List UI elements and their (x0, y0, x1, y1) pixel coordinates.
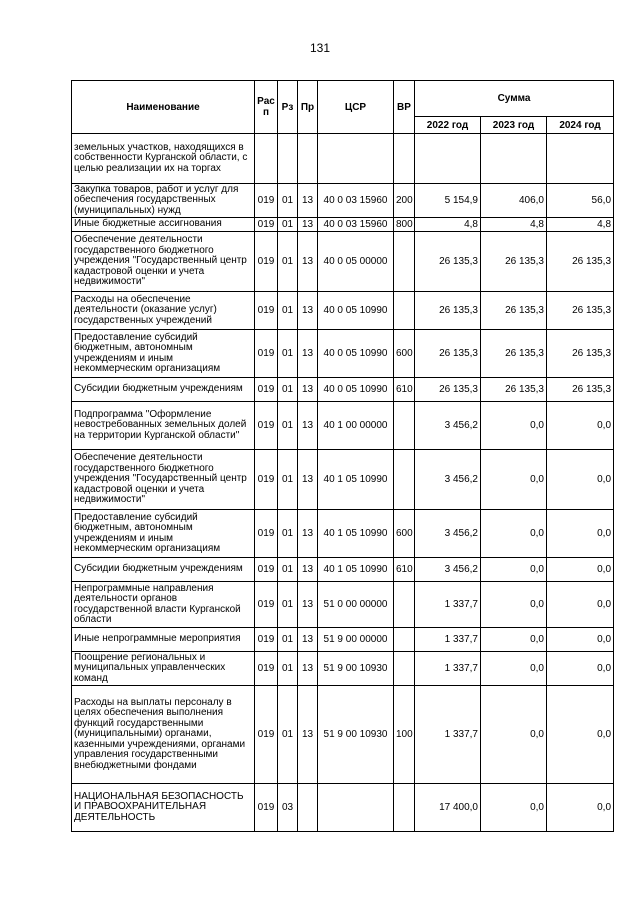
row-2023: 4,8 (481, 218, 547, 232)
page-number: 131 (309, 41, 331, 55)
row-2022: 26 135,3 (415, 330, 481, 378)
row-csr: 40 0 05 10990 (318, 378, 394, 402)
row-csr: 40 1 00 00000 (318, 402, 394, 450)
row-2023: 406,0 (481, 184, 547, 218)
row-2024: 0,0 (547, 686, 614, 784)
row-vr (394, 402, 415, 450)
table-row (72, 134, 614, 184)
row-pr: 13 (298, 582, 318, 628)
row-vr (394, 134, 415, 184)
row-2022: 3 456,2 (415, 450, 481, 510)
header-pr: Пр (298, 81, 318, 134)
row-2024: 0,0 (547, 450, 614, 510)
row-rz: 01 (278, 184, 298, 218)
row-ras: 019 (255, 628, 278, 652)
row-2023: 0,0 (481, 402, 547, 450)
table-row (72, 686, 614, 784)
row-2022: 3 456,2 (415, 558, 481, 582)
row-2022: 26 135,3 (415, 232, 481, 292)
table-body (72, 134, 614, 832)
row-2022: 1 337,7 (415, 686, 481, 784)
row-pr: 13 (298, 402, 318, 450)
row-pr (298, 134, 318, 184)
row-csr: 40 0 03 15960 (318, 218, 394, 232)
row-2022: 17 400,0 (415, 784, 481, 832)
row-csr: 51 0 00 00000 (318, 582, 394, 628)
row-2024: 56,0 (547, 184, 614, 218)
row-vr: 800 (394, 218, 415, 232)
row-vr (394, 628, 415, 652)
header-name: Наименование (72, 81, 255, 134)
row-2023: 26 135,3 (481, 292, 547, 330)
table-row (72, 330, 614, 378)
table-row (72, 652, 614, 686)
row-name: земельных участков, находящихся в собственности Курганской области, с целью реализации их на торгах (72, 134, 255, 184)
row-ras: 019 (255, 784, 278, 832)
row-2023: 0,0 (481, 558, 547, 582)
row-name: Подпрограмма "Оформление невостребованных земельных долей на территории Курганской области" (72, 402, 255, 450)
row-vr: 200 (394, 184, 415, 218)
row-name: Субсидии бюджетным учреждениям (72, 378, 255, 402)
row-vr: 600 (394, 510, 415, 558)
row-name: Расходы на выплаты персоналу в целях обеспечения выполнения функций государственными (муниципальными) органами, казенными учреждениями, органами управления государственными внебюджетными фондами (72, 686, 255, 784)
row-ras: 019 (255, 652, 278, 686)
row-csr: 40 1 05 10990 (318, 510, 394, 558)
table-row (72, 510, 614, 558)
row-vr (394, 582, 415, 628)
row-vr: 100 (394, 686, 415, 784)
row-csr: 40 0 05 10990 (318, 292, 394, 330)
row-2022: 26 135,3 (415, 378, 481, 402)
row-ras: 019 (255, 292, 278, 330)
header-2022: 2022 год (415, 117, 481, 134)
row-ras: 019 (255, 378, 278, 402)
row-pr: 13 (298, 184, 318, 218)
row-pr: 13 (298, 330, 318, 378)
row-rz: 01 (278, 510, 298, 558)
row-rz (278, 134, 298, 184)
table-row (72, 232, 614, 292)
row-rz: 01 (278, 402, 298, 450)
table-row (72, 450, 614, 510)
header-rz: Рз (278, 81, 298, 134)
row-pr: 13 (298, 292, 318, 330)
row-ras: 019 (255, 218, 278, 232)
row-rz: 03 (278, 784, 298, 832)
row-rz: 01 (278, 330, 298, 378)
row-2024: 0,0 (547, 652, 614, 686)
table-row (72, 628, 614, 652)
row-name: Субсидии бюджетным учреждениям (72, 558, 255, 582)
row-name: Закупка товаров, работ и услуг для обеспечения государственных (муниципальных) нужд (72, 184, 255, 218)
budget-table (71, 80, 614, 832)
table-row (72, 184, 614, 218)
row-name: Иные непрограммные мероприятия (72, 628, 255, 652)
row-vr (394, 292, 415, 330)
row-2024: 0,0 (547, 402, 614, 450)
row-name: Расходы на обеспечение деятельности (оказание услуг) государственных учреждений (72, 292, 255, 330)
row-pr: 13 (298, 628, 318, 652)
row-csr: 40 1 05 10990 (318, 450, 394, 510)
row-pr: 13 (298, 232, 318, 292)
row-2023: 0,0 (481, 628, 547, 652)
row-ras: 019 (255, 510, 278, 558)
row-rz: 01 (278, 582, 298, 628)
row-vr (394, 784, 415, 832)
row-2023: 26 135,3 (481, 232, 547, 292)
row-2024: 0,0 (547, 628, 614, 652)
row-2024: 26 135,3 (547, 378, 614, 402)
row-csr: 40 1 05 10990 (318, 558, 394, 582)
row-vr (394, 232, 415, 292)
row-vr (394, 652, 415, 686)
row-csr: 51 9 00 10930 (318, 686, 394, 784)
row-rz: 01 (278, 450, 298, 510)
header-vr: ВР (394, 81, 415, 134)
row-2022 (415, 134, 481, 184)
row-2022: 5 154,9 (415, 184, 481, 218)
header-sum: Сумма (415, 81, 614, 117)
row-2022: 1 337,7 (415, 628, 481, 652)
row-rz: 01 (278, 292, 298, 330)
row-name: НАЦИОНАЛЬНАЯ БЕЗОПАСНОСТЬ И ПРАВООХРАНИТЕЛЬНАЯ ДЕЯТЕЛЬНОСТЬ (72, 784, 255, 832)
row-csr: 51 9 00 10930 (318, 652, 394, 686)
row-pr: 13 (298, 686, 318, 784)
table-row (72, 582, 614, 628)
row-2024: 0,0 (547, 558, 614, 582)
row-vr: 610 (394, 558, 415, 582)
header-ras: Рас п (255, 81, 278, 134)
row-2023: 0,0 (481, 686, 547, 784)
table-row (72, 378, 614, 402)
row-name: Поощрение региональных и муниципальных управленческих команд (72, 652, 255, 686)
row-csr (318, 134, 394, 184)
row-2023 (481, 134, 547, 184)
row-2023: 26 135,3 (481, 378, 547, 402)
row-2024: 0,0 (547, 784, 614, 832)
row-vr: 600 (394, 330, 415, 378)
row-2023: 26 135,3 (481, 330, 547, 378)
row-2022: 1 337,7 (415, 652, 481, 686)
row-pr: 13 (298, 558, 318, 582)
header-2024: 2024 год (547, 117, 614, 134)
row-ras: 019 (255, 184, 278, 218)
table-row (72, 558, 614, 582)
row-2022: 3 456,2 (415, 402, 481, 450)
row-ras: 019 (255, 582, 278, 628)
row-2024: 0,0 (547, 510, 614, 558)
table-row (72, 292, 614, 330)
row-rz: 01 (278, 378, 298, 402)
row-name: Непрограммные направления деятельности органов государственной власти Курганской области (72, 582, 255, 628)
row-rz: 01 (278, 558, 298, 582)
row-rz: 01 (278, 628, 298, 652)
table-row (72, 402, 614, 450)
row-2024: 26 135,3 (547, 330, 614, 378)
row-rz: 01 (278, 686, 298, 784)
row-ras: 019 (255, 686, 278, 784)
row-2022: 1 337,7 (415, 582, 481, 628)
row-2023: 0,0 (481, 450, 547, 510)
row-csr: 40 0 03 15960 (318, 184, 394, 218)
row-rz: 01 (278, 652, 298, 686)
row-2023: 0,0 (481, 510, 547, 558)
row-2022: 26 135,3 (415, 292, 481, 330)
row-rz: 01 (278, 218, 298, 232)
row-2022: 4,8 (415, 218, 481, 232)
row-ras: 019 (255, 232, 278, 292)
row-2023: 0,0 (481, 784, 547, 832)
row-name: Иные бюджетные ассигнования (72, 218, 255, 232)
row-pr: 13 (298, 652, 318, 686)
row-ras: 019 (255, 450, 278, 510)
row-2023: 0,0 (481, 582, 547, 628)
header-csr: ЦСР (318, 81, 394, 134)
table-row (72, 784, 614, 832)
row-name: Обеспечение деятельности государственного бюджетного учреждения "Государственный центр кадастровой оценки и учета недвижимости" (72, 232, 255, 292)
row-pr (298, 784, 318, 832)
row-ras (255, 134, 278, 184)
row-2023: 0,0 (481, 652, 547, 686)
row-csr: 40 0 05 00000 (318, 232, 394, 292)
row-pr: 13 (298, 378, 318, 402)
row-vr: 610 (394, 378, 415, 402)
row-vr (394, 450, 415, 510)
row-pr: 13 (298, 218, 318, 232)
row-2024 (547, 134, 614, 184)
header-2023: 2023 год (481, 117, 547, 134)
row-pr: 13 (298, 450, 318, 510)
row-csr: 51 9 00 00000 (318, 628, 394, 652)
row-ras: 019 (255, 558, 278, 582)
row-ras: 019 (255, 402, 278, 450)
row-rz: 01 (278, 232, 298, 292)
row-csr: 40 0 05 10990 (318, 330, 394, 378)
row-2024: 26 135,3 (547, 232, 614, 292)
row-pr: 13 (298, 510, 318, 558)
row-name: Обеспечение деятельности государственного бюджетного учреждения "Государственный центр кадастровой оценки и учета недвижимости" (72, 450, 255, 510)
row-name: Предоставление субсидий бюджетным, автономным учреждениям и иным некоммерческим организациям (72, 510, 255, 558)
row-name: Предоставление субсидий бюджетным, автономным учреждениям и иным некоммерческим организациям (72, 330, 255, 378)
row-csr (318, 784, 394, 832)
row-2024: 4,8 (547, 218, 614, 232)
table-row (72, 218, 614, 232)
row-ras: 019 (255, 330, 278, 378)
row-2024: 26 135,3 (547, 292, 614, 330)
row-2024: 0,0 (547, 582, 614, 628)
row-2022: 3 456,2 (415, 510, 481, 558)
